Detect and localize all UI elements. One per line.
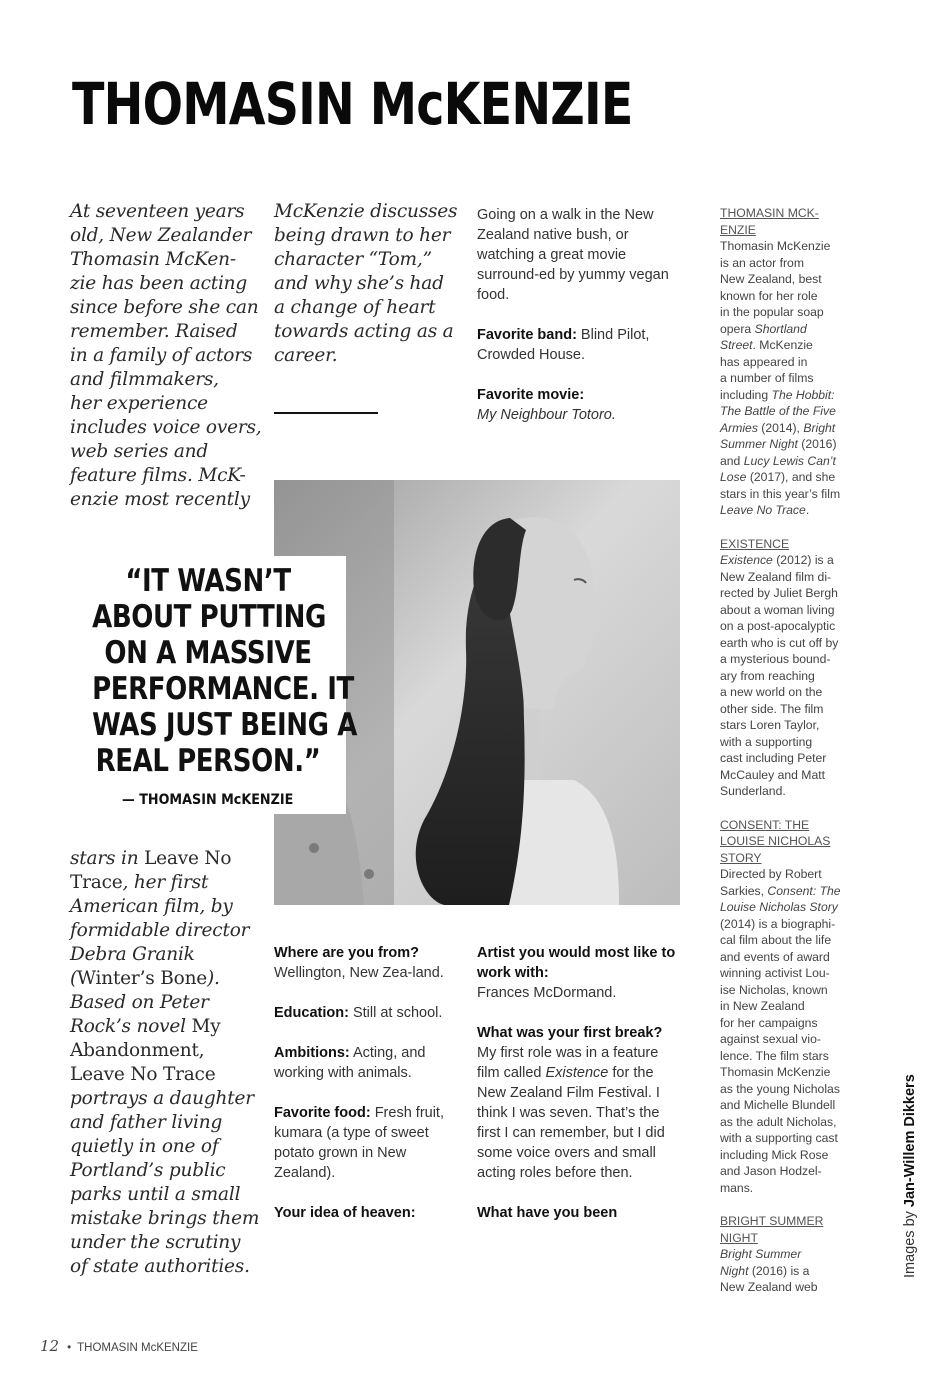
qa-item: Favorite food: Fresh fruit, kumara (a type of sweet potato grown in New Zealand). xyxy=(274,1105,444,1181)
intro-line: old, New Zealander xyxy=(70,225,252,246)
intro-line: zie has been acting xyxy=(70,273,248,294)
sidebar-entry-heading: CONSENT: THE LOUISE NICHOLAS STORY xyxy=(720,817,831,865)
intro-line: enzie most recently xyxy=(70,489,250,510)
first-break-answer: What was your first break? My first role was in a feature film called Existence for the New Zealand Film Festival. I think I was seven. That’s the first I can remember, but I did some voice overs and small acting roles before then. xyxy=(477,1025,665,1181)
intro-line: under the scrutiny xyxy=(70,1232,241,1253)
intro-line: and why she’s had xyxy=(274,273,444,294)
article-title: THOMASIN McKENZIE xyxy=(72,70,633,138)
intro-line: Thomasin McKen- xyxy=(70,249,236,270)
sidebar-entry xyxy=(720,817,868,1197)
intro-line: Trace, her first xyxy=(70,872,209,893)
intro-line: being drawn to her xyxy=(274,225,451,246)
intro-line: Debra Granik xyxy=(70,944,195,965)
intro-line: feature films. McK- xyxy=(70,465,246,486)
intro-line: includes voice overs, xyxy=(70,417,262,438)
sidebar-entry-body: Bright Summer Night (2016) is a New Zealand web xyxy=(720,1247,818,1294)
intro-line: of state authorities. xyxy=(70,1256,250,1277)
intro-line: stars in Leave No xyxy=(70,848,232,869)
sidebar-entry-heading: BRIGHT SUMMER NIGHT xyxy=(720,1214,824,1245)
artist-answer: Artist you would most like to work with: Frances McDormand. xyxy=(477,945,676,1001)
intro-line: since before she can xyxy=(70,297,259,318)
intro-line: career. xyxy=(274,345,338,366)
filmography-sidebar xyxy=(720,205,868,1313)
intro-line: towards acting as a xyxy=(274,321,454,342)
intro-column-2 xyxy=(274,200,474,368)
intro-line: Based on Peter xyxy=(70,992,209,1013)
intro-continued-column xyxy=(70,847,275,1279)
image-credit: Images by Jan-Willem Dikkers xyxy=(902,1074,918,1278)
intro-line: portrays a daughter xyxy=(70,1088,254,1109)
intro-line: Rock’s novel My xyxy=(70,1016,221,1037)
intro-line: a change of heart xyxy=(274,297,436,318)
favorite-band: Favorite band: Blind Pilot, Crowded House. xyxy=(477,327,650,363)
next-question: What have you been xyxy=(477,1205,618,1221)
page-footer xyxy=(40,1337,198,1355)
sidebar-entry-body: Existence (2012) is a New Zealand film di- rected by Juliet Bergh about a woman living on a post-apocalyptic earth who is cut off by a mysterious bound- ary from reaching a new world on the other side. The film stars Loren Taylor, with a supporting cast including Peter McCauley and Matt Sunderland. xyxy=(720,553,839,798)
qa-item: Education: Still at school. xyxy=(274,1005,443,1021)
sidebar-entry-body: Directed by Robert Sarkies, Consent: The Louise Nicholas Story (2014) is a biographi- cal film about the life and events of award winning activist Lou- ise Nicholas, known in New Zealand for her campaigns against sexual vio- lence. The film stars Thomasin McKenzie as the young Nicholas and Michelle Blundell as the adult Nicholas, with a supporting cast including Mick Rose and Jason Hodzel- mans. xyxy=(720,867,841,1195)
pull-quote-line: WAS JUST BEING A xyxy=(92,707,358,743)
intro-line: parks until a small xyxy=(70,1184,241,1205)
page-number: 12 xyxy=(40,1337,60,1355)
intro-line: mistake brings them xyxy=(70,1208,260,1229)
intro-line: Abandonment, xyxy=(70,1040,205,1061)
pull-quote-attribution: — THOMASIN McKENZIE xyxy=(122,792,294,808)
heaven-answer: Going on a walk in the New Zealand native bush, or watching a great movie surround-ed by yummy vegan food. xyxy=(477,207,669,303)
intro-line: quietly in one of xyxy=(70,1136,219,1157)
section-divider xyxy=(274,412,378,414)
interview-column-left xyxy=(274,943,464,1243)
pull-quote xyxy=(70,563,358,779)
intro-column-1 xyxy=(70,200,270,512)
sidebar-entry xyxy=(720,1213,868,1296)
sidebar-entry-heading: THOMASIN MCK- ENZIE xyxy=(720,206,819,237)
intro-line: Portland’s public xyxy=(70,1160,226,1181)
qa-item: Where are you from? Wellington, New Zea-land. xyxy=(274,945,444,981)
pull-quote-line: ON A MASSIVE xyxy=(104,635,312,671)
intro-line: character “Tom,” xyxy=(274,249,432,270)
intro-line: remember. Raised xyxy=(70,321,238,342)
intro-line: her experience xyxy=(70,393,208,414)
footer-section: THOMASIN McKENZIE xyxy=(77,1342,198,1354)
pull-quote-line: “IT WASN’T xyxy=(125,563,291,599)
footer-separator: • xyxy=(67,1342,72,1354)
intro-line: in a family of actors xyxy=(70,345,253,366)
favorite-movie: Favorite movie: My Neighbour Totoro. xyxy=(477,387,616,423)
sidebar-entry xyxy=(720,205,868,519)
intro-line: American film, by xyxy=(70,896,233,917)
pull-quote-line: REAL PERSON.” xyxy=(95,743,321,779)
intro-line: McKenzie discusses xyxy=(274,201,458,222)
sidebar-entry xyxy=(720,536,868,800)
intro-line: formidable director xyxy=(70,920,250,941)
intro-line: web series and xyxy=(70,441,209,462)
intro-line: At seventeen years xyxy=(70,201,245,222)
intro-line: and filmmakers, xyxy=(70,369,219,390)
qa-item: Ambitions: Acting, and working with animals. xyxy=(274,1045,426,1081)
pull-quote-line: ABOUT PUTTING xyxy=(92,599,326,635)
interview-column-right xyxy=(477,943,677,1243)
pull-quote-line: PERFORMANCE. IT xyxy=(92,671,354,707)
qa-item: Your idea of heaven: xyxy=(274,1205,416,1221)
sidebar-entry-heading: EXISTENCE xyxy=(720,536,790,551)
interview-column-top xyxy=(477,205,677,445)
sidebar-entry-body: Thomasin McKenzie is an actor from New Zealand, best known for her role in the popular soap opera Shortland Street. McKenzie has appeared in a number of films including The Hobbit: The Battle of the Five Armies (2014), Bright Summer Night (2016) and Lucy Lewis Can’t Lose (2017), and she stars in this year’s film Leave No Trace. xyxy=(720,239,841,517)
intro-line: (Winter’s Bone). xyxy=(70,968,220,989)
intro-line: and father living xyxy=(70,1112,223,1133)
intro-line: Leave No Trace xyxy=(70,1064,216,1085)
